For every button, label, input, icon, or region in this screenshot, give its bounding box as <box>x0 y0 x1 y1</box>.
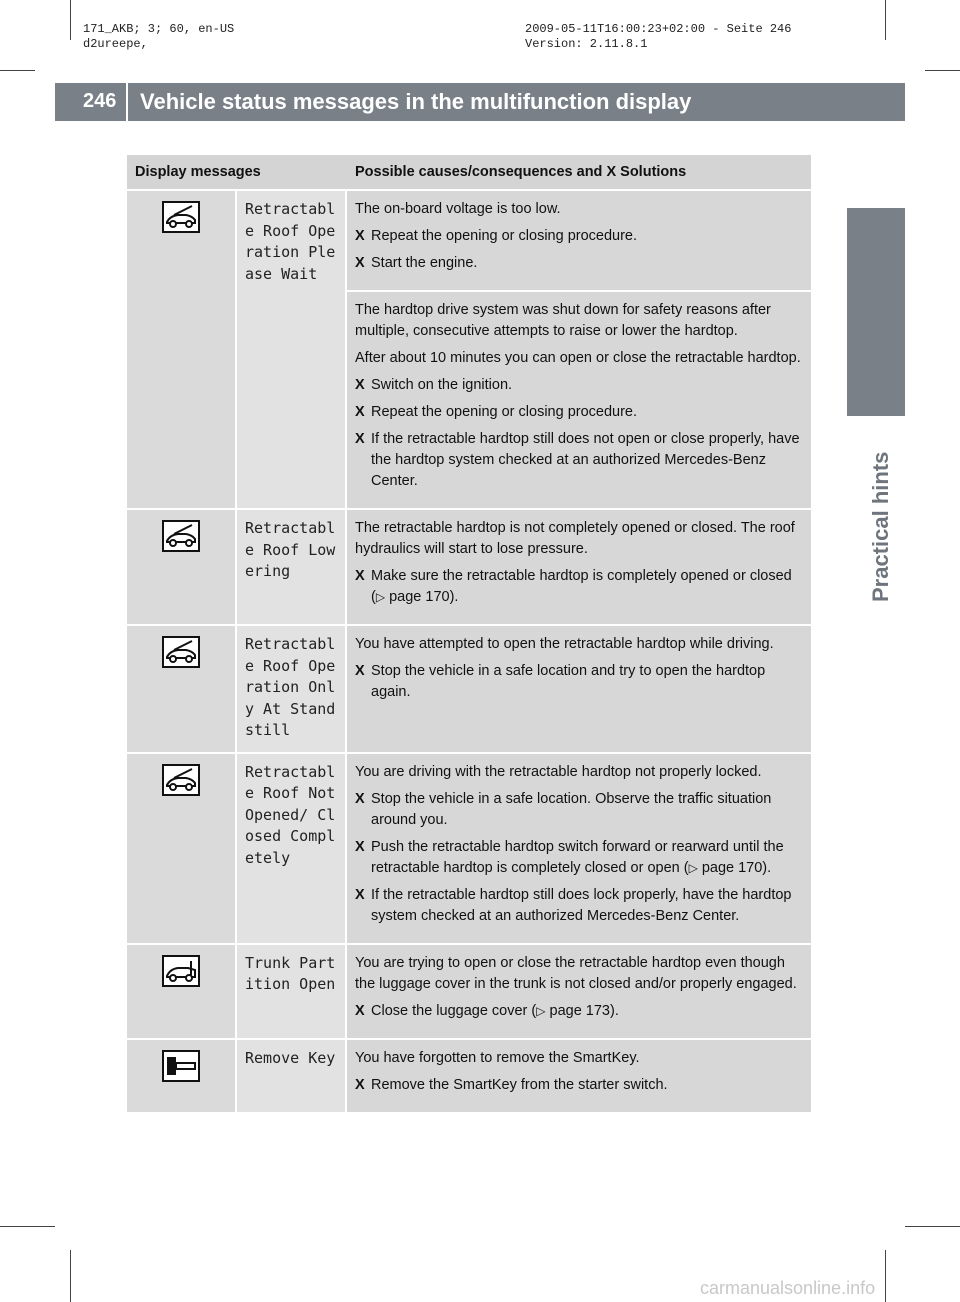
table-row <box>127 752 811 943</box>
solution-cell <box>347 508 811 624</box>
table-row <box>127 191 811 290</box>
column-header-solutions: Possible causes/consequences and X Solutions <box>347 155 811 191</box>
solution-step: X Start the engine. <box>355 255 478 271</box>
solution-cell <box>347 624 811 752</box>
solution-step: X Close the luggage cover (▷ page 173). <box>355 1002 619 1019</box>
print-meta-left: 171_AKB; 3; 60, en-US d2ureepe, <box>83 22 235 51</box>
cause-text: You are driving with the retractable hardtop not properly locked. <box>355 763 762 780</box>
convertible-roof-icon <box>127 508 237 624</box>
table-row <box>127 624 811 752</box>
chapter-tab <box>847 208 905 416</box>
watermark: carmanualsonline.info <box>700 1278 876 1298</box>
cause-text: You are trying to open or close the retractable hardtop even though the luggage cover in the trunk is not closed and/or properly engaged. <box>355 954 797 992</box>
crop-mark <box>925 70 960 71</box>
solution-step: X Push the retractable hardtop switch forward or rearward until the retractable hardtop is completely closed or open (▷ page 170). <box>355 838 784 876</box>
solution-cell <box>347 191 811 290</box>
display-message: Remove Key <box>237 1038 347 1112</box>
crop-mark <box>905 1226 960 1227</box>
solution-cell <box>347 290 811 508</box>
cause-text: The hardtop drive system was shut down for safety reasons after multiple, consecutive attempts to raise or lower the hardtop. <box>355 302 771 339</box>
solution-step: X If the retractable hardtop still does lock properly, have the hardtop system checked at an authorized Mercedes-Benz Center. <box>355 886 792 924</box>
display-message: Retractabl e Roof Operation Please Wait <box>237 191 347 508</box>
display-message: Trunk Partition Open <box>237 943 347 1038</box>
crop-mark <box>885 0 886 40</box>
key-icon <box>127 1038 237 1112</box>
solution-step: X If the retractable hardtop still does not open or close properly, have the hardtop system checked at an authorized Mercedes-Benz Center. <box>355 431 800 489</box>
crop-mark <box>70 1250 71 1302</box>
solution-step: X Switch on the ignition. <box>355 377 513 393</box>
page-title: Vehicle status messages in the multifunction display <box>140 89 692 114</box>
table-row <box>127 1038 811 1112</box>
solution-cell <box>347 943 811 1038</box>
column-header-display: Display messages <box>127 155 347 191</box>
solution-step: X Repeat the opening or closing procedure. <box>355 228 638 244</box>
crop-mark <box>885 1250 886 1302</box>
solution-step: X Make sure the retractable hardtop is completely opened or closed (▷ page 170). <box>355 568 792 605</box>
table-row <box>127 943 811 1038</box>
table-row <box>127 508 811 624</box>
cause-text: You have forgotten to remove the SmartKey. <box>355 1049 640 1066</box>
convertible-roof-icon <box>127 624 237 752</box>
convertible-roof-icon <box>127 752 237 943</box>
cause-text: You have attempted to open the retractable hardtop while driving. <box>355 636 774 652</box>
print-meta-right: 2009-05-11T16:00:23+02:00 - Seite 246 Version: 2.11.8.1 <box>525 22 792 51</box>
solution-cell <box>347 1038 811 1112</box>
solution-cell <box>347 752 811 943</box>
trunk-partition-icon <box>127 943 237 1038</box>
display-message: Retractabl e Roof Lowering <box>237 508 347 624</box>
cause-text: The retractable hardtop is not completely opened or closed. The roof hydraulics will start to lose pressure. <box>355 520 795 557</box>
crop-mark <box>70 0 71 40</box>
solution-step: X Stop the vehicle in a safe location. Observe the traffic situation around you. <box>355 790 772 828</box>
header-divider <box>126 55 128 121</box>
convertible-roof-icon <box>127 191 237 508</box>
solution-step: X Remove the SmartKey from the starter switch. <box>355 1076 668 1093</box>
cause-text: After about 10 minutes you can open or close the retractable hardtop. <box>355 350 801 366</box>
messages-table <box>127 155 811 1112</box>
solution-step: X Stop the vehicle in a safe location and try to open the hardtop again. <box>355 663 766 700</box>
solution-step: X Repeat the opening or closing procedure. <box>355 404 638 420</box>
chapter-label: Practical hints <box>868 451 893 602</box>
display-message: Retractabl e Roof Not Opened/ Closed Completely <box>237 752 347 943</box>
crop-mark <box>0 1226 55 1227</box>
display-message: Retractabl e Roof Operation Only At Standstill <box>237 624 347 752</box>
cause-text: The on-board voltage is too low. <box>355 201 561 217</box>
page-number: 246 <box>83 90 117 112</box>
crop-mark <box>0 70 35 71</box>
